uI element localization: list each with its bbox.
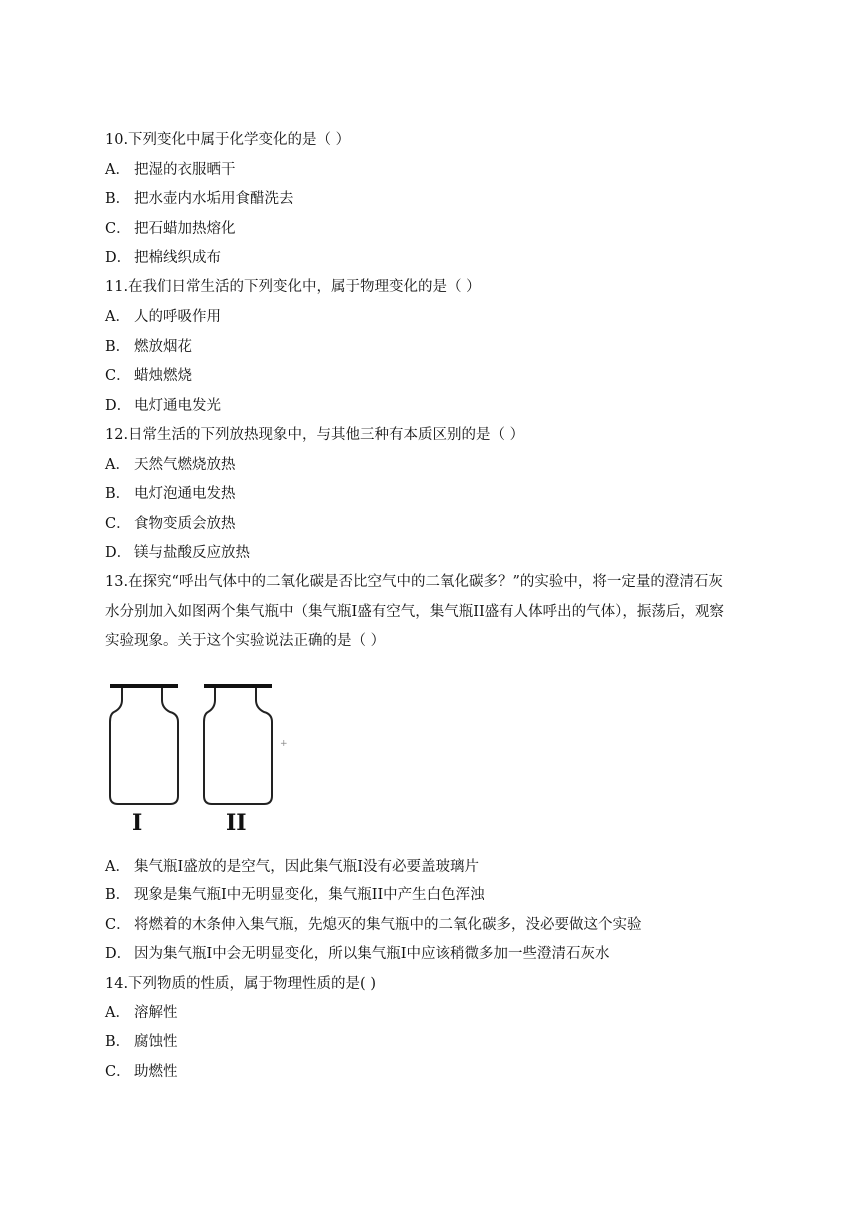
option-text: 电灯通电发光 <box>134 398 221 414</box>
option-text: 天然气燃烧放热 <box>134 457 236 473</box>
question-10-option-a <box>105 160 785 180</box>
option-letter: D． <box>105 250 132 266</box>
option-letter: C． <box>105 221 131 237</box>
question-13-option-c <box>105 915 785 935</box>
option-letter: A． <box>105 859 130 875</box>
option-text: 蜡烛燃烧 <box>134 368 192 384</box>
question-12-option-a <box>105 455 785 475</box>
question-11-option-d <box>105 396 785 416</box>
option-letter: D． <box>105 545 132 561</box>
option-text: 把湿的衣服晒干 <box>134 162 236 178</box>
option-text: 因为集气瓶I中会无明显变化，所以集气瓶I中应该稍微多加一些澄清石灰水 <box>134 946 610 962</box>
option-letter: D． <box>105 398 132 414</box>
option-text: 镁与盐酸反应放热 <box>134 545 250 561</box>
question-12-option-c <box>105 514 785 534</box>
option-letter: C． <box>105 1064 131 1080</box>
option-letter: D． <box>105 946 132 962</box>
question-12-stem: 12.日常生活的下列放热现象中，与其他三种有本质区别的是（ ） <box>105 427 525 443</box>
question-11-stem: 11.在我们日常生活的下列变化中，属于物理变化的是（ ） <box>105 279 481 295</box>
question-14-option-c <box>105 1062 785 1082</box>
plus-mark: + <box>280 739 288 749</box>
question-12-option-d <box>105 543 785 563</box>
option-letter: B． <box>105 486 131 502</box>
option-letter: A． <box>105 457 130 473</box>
option-letter: B． <box>105 887 131 903</box>
question-10-option-c <box>105 219 785 239</box>
gas-bottle-1 <box>110 684 178 804</box>
question-13-stem-line-3: 实验现象。关于这个实验说法正确的是（ ） <box>105 633 386 649</box>
question-14-option-a <box>105 1003 785 1023</box>
option-text: 食物变质会放热 <box>134 516 236 532</box>
option-letter: B． <box>105 1034 131 1050</box>
option-text: 把石蜡加热熔化 <box>134 221 236 237</box>
option-text: 电灯泡通电发热 <box>134 486 236 502</box>
gas-bottles-figure <box>104 676 294 842</box>
gas-bottle-2 <box>204 684 272 804</box>
question-11-option-a <box>105 307 785 327</box>
option-text: 集气瓶I盛放的是空气，因此集气瓶I没有必要盖玻璃片 <box>134 859 479 875</box>
question-12-option-b <box>105 484 785 504</box>
question-13-option-a <box>105 857 785 877</box>
option-text: 燃放烟花 <box>134 339 192 355</box>
option-text: 溶解性 <box>134 1005 178 1021</box>
question-10-option-d <box>105 248 785 268</box>
option-text: 把水壶内水垢用食醋洗去 <box>134 191 294 207</box>
bottle-1-label: I <box>132 810 143 836</box>
option-text: 现象是集气瓶I中无明显变化，集气瓶II中产生白色浑浊 <box>134 887 485 903</box>
question-13-option-b <box>105 885 785 905</box>
question-13-option-d <box>105 944 785 964</box>
option-text: 助燃性 <box>134 1064 178 1080</box>
option-text: 腐蚀性 <box>134 1034 178 1050</box>
option-letter: C． <box>105 516 131 532</box>
option-text: 人的呼吸作用 <box>134 309 221 325</box>
question-13-stem-line-1: 13.在探究“呼出气体中的二氧化碳是否比空气中的二氧化碳多？”的实验中，将一定量的澄清石灰 <box>105 574 723 590</box>
option-letter: A． <box>105 309 130 325</box>
option-letter: A． <box>105 1005 130 1021</box>
option-letter: B． <box>105 191 131 207</box>
option-letter: A． <box>105 162 130 178</box>
option-letter: C． <box>105 917 131 933</box>
question-14-option-b <box>105 1032 785 1052</box>
option-text: 将燃着的木条伸入集气瓶，先熄灭的集气瓶中的二氧化碳多，没必要做这个实验 <box>134 917 642 933</box>
question-11-option-b <box>105 337 785 357</box>
question-11-option-c <box>105 366 785 386</box>
option-text: 把棉线织成布 <box>134 250 221 266</box>
question-10-stem: 10.下列变化中属于化学变化的是（ ） <box>105 132 351 148</box>
question-14-stem: 14.下列物质的性质，属于物理性质的是( ) <box>105 976 376 992</box>
bottle-2-label: II <box>226 810 247 836</box>
question-10-option-b <box>105 189 785 209</box>
option-letter: C． <box>105 368 131 384</box>
question-13-stem-line-2: 水分别加入如图两个集气瓶中（集气瓶I盛有空气，集气瓶II盛有人体呼出的气体），振荡后，观察 <box>105 604 724 620</box>
option-letter: B． <box>105 339 131 355</box>
